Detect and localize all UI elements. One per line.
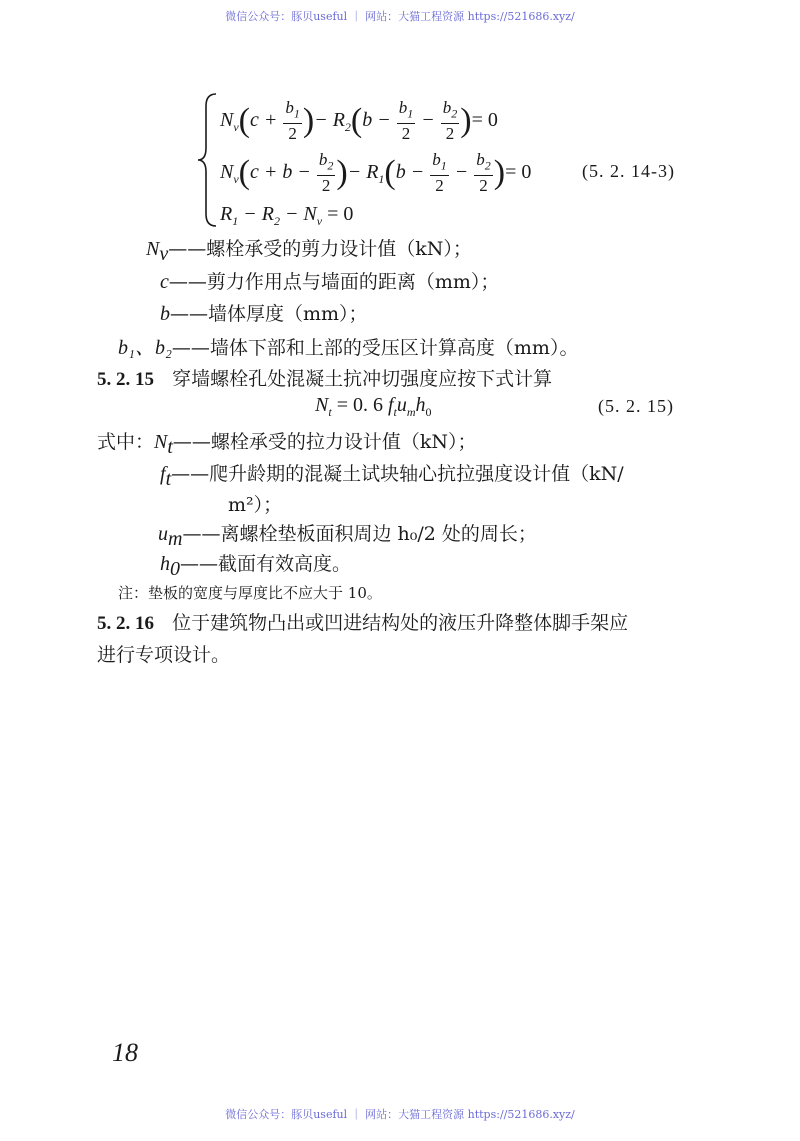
- watermark-bottom: 微信公众号：豚贝useful ｜ 网站：大猫工程资源 https://521686.xyz/: [225, 1108, 575, 1121]
- equation-line-1: $N_v(c$ + $\frac{b_1}{2}$ )− $R_2(b$ − $\frac{b_1}{2}$ − $\frac{b_2}{2}$ )= 0: [220, 98, 498, 144]
- equation-line-2: $N_v(c + b$ − $\frac{b_2}{2}$ )− $R_1(b$ − $\frac{b_1}{2}$ − $\frac{b_2}{2}$ )= 0: [220, 150, 532, 196]
- equation-number-5-2-15: (5. 2. 15): [598, 396, 674, 416]
- definition-b: b——墙体厚度（mm）；: [160, 303, 368, 325]
- definition-nt: 式中：$N_t——$螺栓承受的拉力设计值（kN）；: [97, 431, 477, 458]
- clause-number: 5. 2. 15: [97, 369, 154, 390]
- definition-ft: $f_t——$爬升龄期的混凝土试块轴心抗拉强度设计值（kN/: [160, 463, 624, 490]
- equation-line-3: $R_1 - R_2 - N_v = 0$: [220, 203, 354, 228]
- definition-h0: $h_0——$截面有效高度。: [160, 553, 352, 580]
- left-brace: [196, 92, 220, 228]
- definition-ft-cont: m²）；: [228, 494, 283, 516]
- page-number: 18: [112, 1038, 138, 1067]
- clause-5-2-16-line2: 进行专项设计。: [97, 644, 231, 666]
- note: 注：垫板的宽度与厚度比不应大于 10。: [118, 584, 382, 602]
- definition-b1-b2: b₁、b₂——墙体下部和上部的受压区计算高度（mm）。: [118, 337, 579, 359]
- equation-5-2-15: $N_t = 0$. 6 $f_tu_mh_0$: [315, 394, 432, 419]
- definition-nv: $N_v——$螺栓承受的剪力设计值（kN）；: [146, 238, 472, 265]
- clause-5-2-15: 5. 2. 15 穿墙螺栓孔处混凝土抗冲切强度应按下式计算: [97, 368, 553, 390]
- clause-5-2-16-line1: 5. 2. 16 位于建筑物凸出或凹进结构处的液压升降整体脚手架应: [97, 612, 629, 634]
- watermark-top: 微信公众号：豚贝useful ｜ 网站：大猫工程资源 https://521686.xyz/: [225, 10, 575, 23]
- equation-number-5-2-14-3: (5. 2. 14-3): [582, 161, 675, 181]
- definition-um: $u_m——$离螺栓垫板面积周边 h₀/2 处的周长；: [158, 523, 537, 550]
- clause-number: 5. 2. 16: [97, 613, 154, 634]
- definition-c: c——剪力作用点与墙面的距离（mm）；: [160, 271, 500, 293]
